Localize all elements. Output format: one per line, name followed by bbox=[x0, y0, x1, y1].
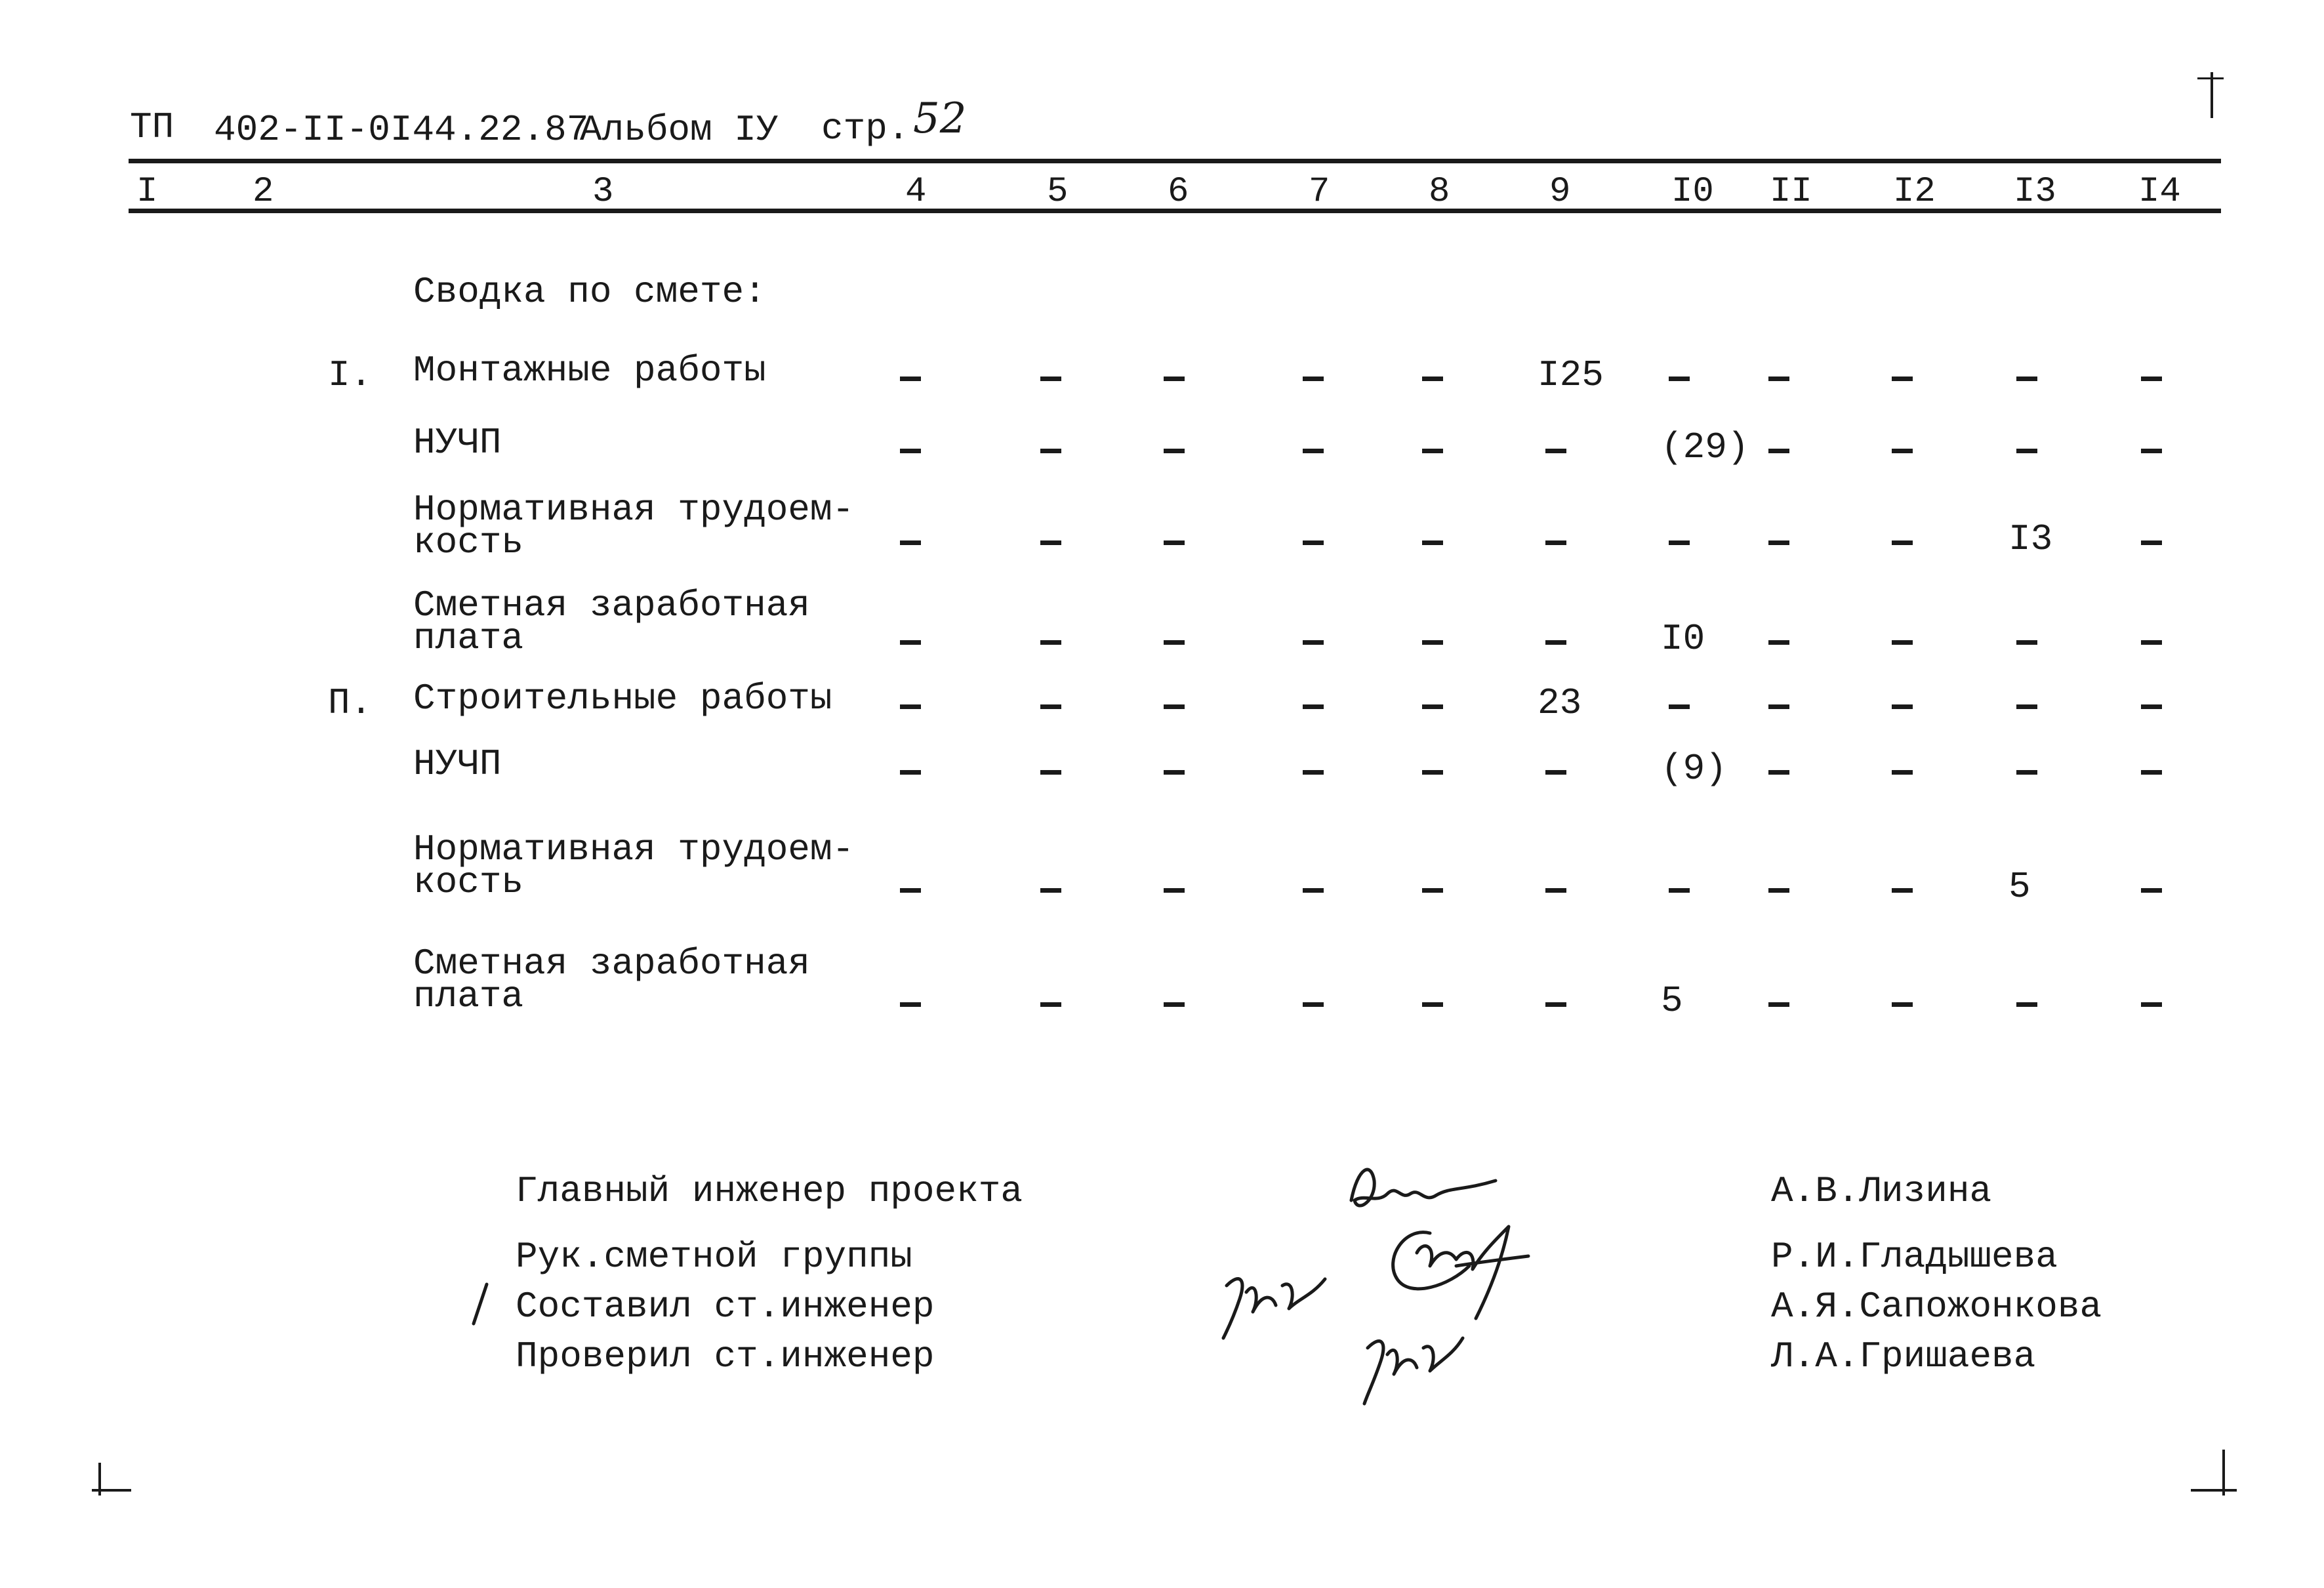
column-number: I4 bbox=[2138, 172, 2181, 212]
cell-dash bbox=[1303, 377, 1324, 381]
signature-name: Л.А.Гришаева bbox=[1771, 1335, 2036, 1377]
cell-dash bbox=[1669, 377, 1690, 381]
row-label: плата bbox=[413, 617, 524, 659]
cell-dash bbox=[1768, 540, 1789, 545]
cell-dash bbox=[1040, 770, 1061, 775]
cell-dash bbox=[1303, 704, 1324, 709]
cell-dash bbox=[2016, 704, 2037, 709]
cell-dash bbox=[2141, 704, 2162, 709]
cell-dash bbox=[1303, 1002, 1324, 1007]
signature-scribble-2 bbox=[1220, 1259, 1338, 1345]
signature-scribble-3 bbox=[1377, 1220, 1548, 1325]
row-label: Монтажные работы bbox=[413, 350, 766, 392]
column-number: 9 bbox=[1549, 172, 1571, 212]
cell-dash bbox=[1768, 449, 1789, 453]
signature-scribble-4 bbox=[1358, 1318, 1469, 1410]
cell-value: 23 bbox=[1538, 682, 1582, 724]
header-rule-top bbox=[129, 159, 2221, 163]
cell-dash bbox=[1892, 540, 1913, 545]
cell-dash bbox=[1422, 1002, 1443, 1007]
cell-dash bbox=[1768, 640, 1789, 645]
cell-dash bbox=[1422, 640, 1443, 645]
cell-dash bbox=[1892, 704, 1913, 709]
cell-value: I0 bbox=[1661, 618, 1705, 660]
column-number: 6 bbox=[1168, 172, 1189, 212]
cell-dash bbox=[1040, 449, 1061, 453]
cell-dash bbox=[1768, 1002, 1789, 1007]
cell-dash bbox=[2016, 640, 2037, 645]
row-label: кость bbox=[413, 861, 524, 903]
row-label: НУЧП bbox=[413, 743, 502, 785]
column-number: 7 bbox=[1309, 172, 1330, 212]
cell-dash bbox=[900, 640, 921, 645]
cell-dash bbox=[1892, 888, 1913, 893]
cell-dash bbox=[900, 770, 921, 775]
album-label: Альбом IУ bbox=[580, 109, 779, 151]
signature-role: Главный инженер проекта bbox=[516, 1170, 1023, 1212]
cell-dash bbox=[2141, 449, 2162, 453]
cell-dash bbox=[1768, 888, 1789, 893]
column-number: 5 bbox=[1047, 172, 1069, 212]
cell-dash bbox=[1303, 640, 1324, 645]
cell-dash bbox=[1545, 640, 1566, 645]
row-label: Строительные работы bbox=[413, 678, 832, 720]
crop-mark-bottom-right-h bbox=[2191, 1489, 2237, 1492]
cell-dash bbox=[2141, 770, 2162, 775]
cell-value: 5 bbox=[1661, 980, 1683, 1022]
crop-mark-top-right-h bbox=[2197, 77, 2224, 79]
cell-dash bbox=[1422, 888, 1443, 893]
cell-dash bbox=[1164, 640, 1185, 645]
cell-dash bbox=[1040, 888, 1061, 893]
cell-dash bbox=[1892, 377, 1913, 381]
row-label: НУЧП bbox=[413, 422, 502, 464]
signature-role: Проверил ст.инженер bbox=[516, 1335, 935, 1377]
page-number: 52 bbox=[913, 94, 967, 143]
column-number: 8 bbox=[1429, 172, 1450, 212]
signature-name: А.В.Лизина bbox=[1771, 1170, 1992, 1212]
cell-dash bbox=[900, 888, 921, 893]
cell-dash bbox=[1669, 704, 1690, 709]
row-label: Нормативная трудоем- bbox=[413, 489, 855, 531]
cell-dash bbox=[1545, 540, 1566, 545]
cell-dash bbox=[900, 449, 921, 453]
cell-dash bbox=[1040, 377, 1061, 381]
cell-value: I25 bbox=[1538, 354, 1604, 396]
cell-dash bbox=[2141, 640, 2162, 645]
cell-dash bbox=[1164, 770, 1185, 775]
column-number: I bbox=[136, 172, 158, 212]
cell-dash bbox=[1422, 704, 1443, 709]
cell-dash bbox=[1892, 640, 1913, 645]
cell-dash bbox=[1164, 449, 1185, 453]
cell-value: 5 bbox=[2008, 866, 2031, 908]
signature-scribble-1 bbox=[1338, 1154, 1509, 1227]
series-label: ТП bbox=[130, 106, 174, 148]
column-number: 2 bbox=[253, 172, 274, 212]
cell-dash bbox=[900, 704, 921, 709]
cell-value: (9) bbox=[1661, 748, 1727, 790]
cell-dash bbox=[1545, 770, 1566, 775]
cell-dash bbox=[900, 1002, 921, 1007]
signature-name: А.Я.Сапожонкова bbox=[1771, 1286, 2102, 1328]
cell-dash bbox=[1768, 704, 1789, 709]
cell-dash bbox=[1669, 540, 1690, 545]
cell-dash bbox=[2141, 377, 2162, 381]
cell-dash bbox=[2016, 1002, 2037, 1007]
cell-dash bbox=[1164, 704, 1185, 709]
cell-dash bbox=[2141, 540, 2162, 545]
cell-dash bbox=[2016, 770, 2037, 775]
cell-dash bbox=[1422, 377, 1443, 381]
cell-dash bbox=[900, 540, 921, 545]
cell-dash bbox=[1040, 704, 1061, 709]
cell-dash bbox=[1303, 888, 1324, 893]
cell-dash bbox=[1164, 888, 1185, 893]
project-code: 402-II-0I44.22.87 bbox=[214, 109, 589, 151]
summary-title: Сводка по смете: bbox=[413, 271, 766, 313]
cell-dash bbox=[1422, 540, 1443, 545]
cell-dash bbox=[2141, 1002, 2162, 1007]
cell-dash bbox=[1768, 770, 1789, 775]
cell-dash bbox=[2016, 449, 2037, 453]
row-label: плата bbox=[413, 975, 524, 1017]
column-number: 3 bbox=[592, 172, 614, 212]
row-label: Сметная заработная bbox=[413, 943, 810, 985]
signature-role: Составил ст.инженер bbox=[516, 1286, 935, 1328]
cell-dash bbox=[1164, 377, 1185, 381]
row-section-number: П. bbox=[328, 682, 373, 724]
column-number: II bbox=[1770, 172, 1812, 212]
cell-dash bbox=[1303, 540, 1324, 545]
signature-role: Рук.сметной группы bbox=[516, 1236, 912, 1278]
column-number: I0 bbox=[1671, 172, 1714, 212]
column-number: 4 bbox=[905, 172, 927, 212]
cell-dash bbox=[1303, 449, 1324, 453]
row-section-number: I. bbox=[328, 354, 373, 396]
cell-dash bbox=[1422, 449, 1443, 453]
cell-dash bbox=[1545, 888, 1566, 893]
cell-dash bbox=[1669, 888, 1690, 893]
cell-value: (29) bbox=[1661, 426, 1749, 468]
crop-mark-bottom-left-h bbox=[92, 1489, 131, 1492]
cell-dash bbox=[1545, 449, 1566, 453]
cell-value: I3 bbox=[2008, 518, 2053, 560]
cell-dash bbox=[1164, 1002, 1185, 1007]
margin-stroke bbox=[467, 1278, 493, 1330]
signature-name: Р.И.Гладышева bbox=[1771, 1236, 2058, 1278]
cell-dash bbox=[1164, 540, 1185, 545]
row-label: Сметная заработная bbox=[413, 584, 810, 626]
page-label: стр. bbox=[821, 108, 910, 150]
cell-dash bbox=[900, 377, 921, 381]
cell-dash bbox=[1768, 377, 1789, 381]
cell-dash bbox=[2141, 888, 2162, 893]
cell-dash bbox=[1545, 1002, 1566, 1007]
cell-dash bbox=[1303, 770, 1324, 775]
row-label: кость bbox=[413, 521, 524, 563]
cell-dash bbox=[2016, 377, 2037, 381]
cell-dash bbox=[1892, 449, 1913, 453]
cell-dash bbox=[1040, 1002, 1061, 1007]
row-label: Нормативная трудоем- bbox=[413, 828, 855, 870]
cell-dash bbox=[1040, 540, 1061, 545]
cell-dash bbox=[1040, 640, 1061, 645]
cell-dash bbox=[1892, 1002, 1913, 1007]
cell-dash bbox=[1422, 770, 1443, 775]
column-number: I2 bbox=[1893, 172, 1936, 212]
column-number: I3 bbox=[2014, 172, 2056, 212]
cell-dash bbox=[1892, 770, 1913, 775]
